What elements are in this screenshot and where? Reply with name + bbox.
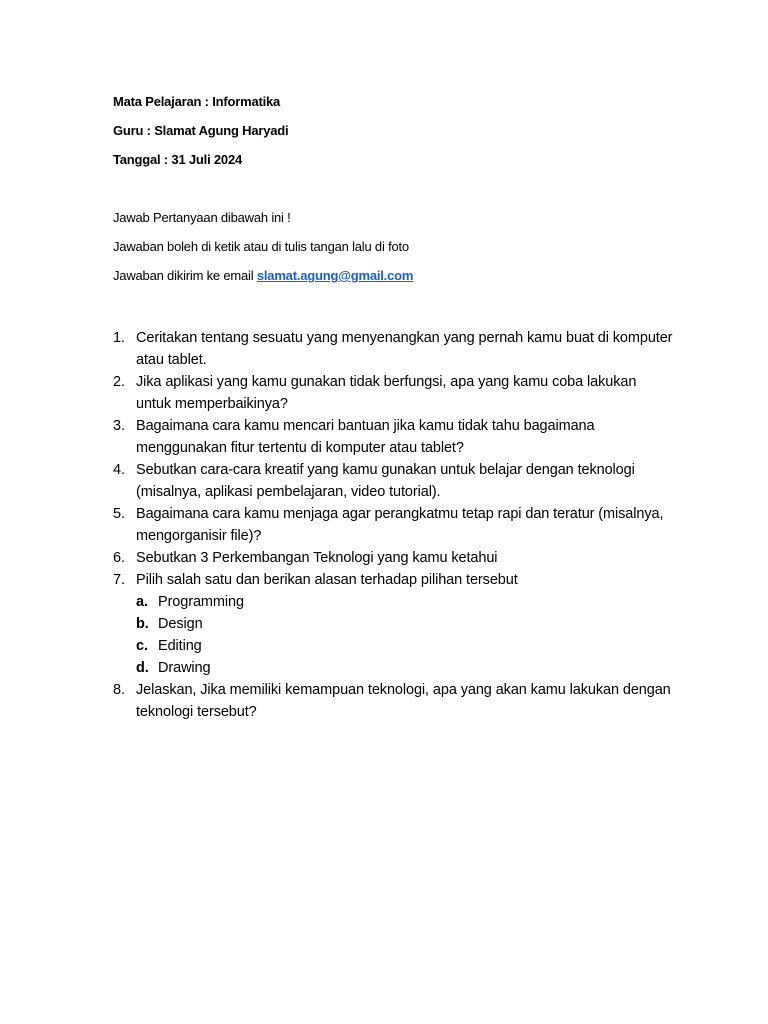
question-text: Ceritakan tentang sesuatu yang menyenangkan yang pernah kamu buat di komputer atau tablet.: [136, 330, 673, 368]
question-text: Sebutkan 3 Perkembangan Teknologi yang kamu ketahui: [136, 550, 498, 566]
option-text: Drawing: [158, 660, 211, 676]
question-text: Jelaskan, Jika memiliki kemampuan teknologi, apa yang akan kamu lakukan dengan teknologi tersebut?: [136, 682, 671, 720]
option-letter: a.: [136, 594, 148, 610]
option-text: Programming: [158, 594, 244, 610]
question-number: 1.: [113, 330, 125, 346]
question-item: [113, 679, 673, 723]
send-email-prefix: Jawaban dikirim ke email: [113, 268, 257, 283]
option-letter: b.: [136, 616, 149, 632]
question-item: [113, 327, 673, 371]
question-number: 5.: [113, 506, 125, 522]
email-link[interactable]: slamat.agung@gmail.com: [256, 268, 414, 283]
question-item: [113, 503, 673, 547]
instruction-send-email: [113, 268, 413, 284]
question-item: [113, 459, 673, 503]
question-number: 3.: [113, 418, 125, 434]
question-number: 6.: [113, 550, 125, 566]
option-item: [136, 591, 673, 613]
option-letter: d.: [136, 660, 149, 676]
question-text: Bagaimana cara kamu menjaga agar perangkatmu tetap rapi dan teratur (misalnya, mengorganisir file)?: [136, 506, 664, 544]
question-text: Sebutkan cara-cara kreatif yang kamu gunakan untuk belajar dengan teknologi (misalnya, aplikasi pembelajaran, video tutorial).: [136, 462, 635, 500]
date-line: Tanggal : 31 Juli 2024: [113, 152, 243, 167]
question-text: Pilih salah satu dan berikan alasan terhadap pilihan tersebut: [136, 572, 518, 588]
question-text: Jika aplikasi yang kamu gunakan tidak berfungsi, apa yang kamu coba lakukan untuk memperbaikinya?: [136, 374, 637, 412]
option-text: Editing: [158, 638, 202, 654]
question-list: [113, 327, 673, 723]
question-number: 8.: [113, 682, 125, 698]
question-item: [113, 547, 673, 569]
instruction-answer-below: Jawab Pertanyaan dibawah ini !: [113, 210, 291, 225]
question-number: 2.: [113, 374, 125, 390]
question-number: 4.: [113, 462, 125, 478]
option-item: [136, 657, 673, 679]
question-number: 7.: [113, 572, 125, 588]
teacher-line: Guru : Slamat Agung Haryadi: [113, 123, 289, 138]
instruction-answer-format: Jawaban boleh di ketik atau di tulis tangan lalu di foto: [113, 239, 409, 254]
option-list: [136, 591, 673, 679]
subject-line: Mata Pelajaran : Informatika: [113, 94, 281, 109]
option-item: [136, 613, 673, 635]
question-item: [113, 371, 673, 415]
option-text: Design: [158, 616, 203, 632]
question-item: [113, 569, 673, 679]
option-item: [136, 635, 673, 657]
option-letter: c.: [136, 638, 148, 654]
question-text: Bagaimana cara kamu mencari bantuan jika kamu tidak tahu bagaimana menggunakan fitur tertentu di komputer atau tablet?: [136, 418, 595, 456]
question-item: [113, 415, 673, 459]
